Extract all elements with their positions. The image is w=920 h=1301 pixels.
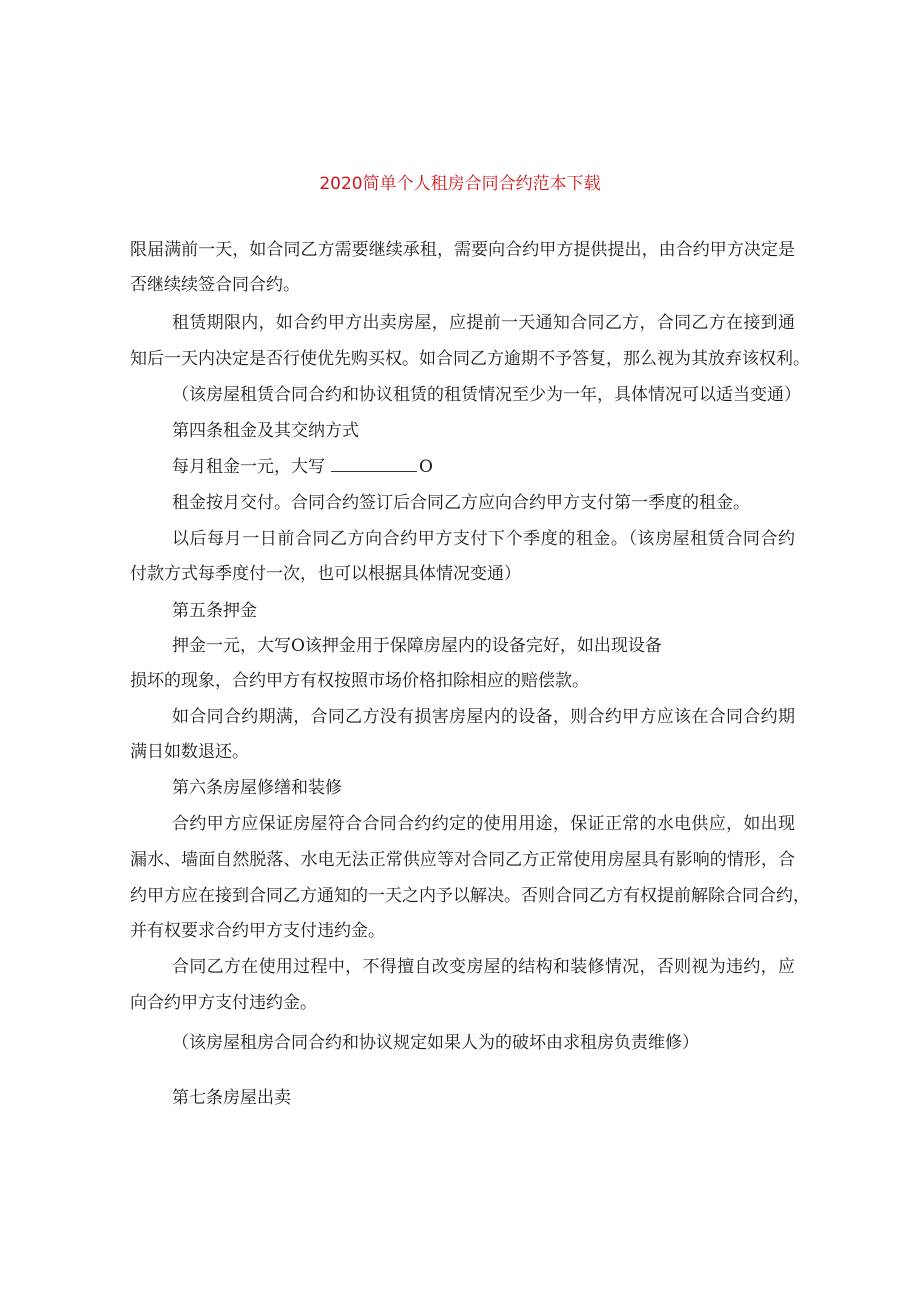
rent-amount-suffix: O — [419, 457, 433, 477]
section-heading-7: 第七条房屋出卖 — [172, 1088, 291, 1108]
section-heading-6: 第六条房屋修缮和装修 — [172, 778, 342, 798]
section-heading-5: 第五条押金 — [172, 601, 257, 621]
paragraph-line: 租金按月交付。合同合约签订后合同乙方应向合约甲方支付第一季度的租金。 — [172, 493, 750, 513]
rent-amount-line — [172, 455, 433, 479]
paragraph-line: 如合同合约期满，合同乙方没有损害房屋内的设备，则合约甲方应该在合同合约期 — [172, 707, 795, 727]
paragraph-line: 向合约甲方支付违约金。 — [130, 993, 317, 1013]
paragraph-line: 付款方式每季度付一次，也可以根据具体情况变通） — [130, 564, 521, 584]
paragraph-line: 并有权要求合约甲方支付违约金。 — [130, 921, 385, 941]
paragraph-line: 满日如数退还。 — [130, 742, 249, 762]
paragraph-line: 租赁期限内，如合约甲方出卖房屋，应提前一天通知合同乙方，合同乙方在接到通 — [172, 313, 795, 333]
note-line: （该房屋租房合同合约和协议规定如果人为的破坏由求租房负责维修） — [172, 1033, 699, 1053]
note-line: （该房屋租赁合同合约和协议租赁的租赁情况至少为一年，具体情况可以适当变通） — [172, 385, 801, 405]
paragraph-line: 漏水、墙面自然脱落、水电无法正常供应等对合同乙方正常使用房屋具有影响的情形，合 — [130, 850, 795, 870]
paragraph-line: 合约甲方应保证房屋符合合同合约约定的使用用途，保证正常的水电供应，如出现 — [172, 814, 795, 834]
rent-amount-label: 每月租金一元，大写 — [172, 457, 325, 477]
paragraph-line: 合同乙方在使用过程中，不得擅自改变房屋的结构和装修情况，否则视为违约，应 — [172, 957, 795, 977]
paragraph-line: 押金一元，大写O该押金用于保障房屋内的设备完好，如出现设备 — [172, 636, 662, 656]
paragraph-line: 否继续续签合同合约。 — [130, 275, 300, 295]
paragraph-line: 限届满前一天，如合同乙方需要继续承租，需要向合约甲方提供提出，由合约甲方决定是 — [130, 240, 795, 260]
paragraph-line: 约甲方应在接到合同乙方通知的一天之内予以解决。否则合同乙方有权提前解除合同合约， — [130, 886, 810, 906]
paragraph-line: 损坏的现象，合约甲方有权按照市场价格扣除相应的赔偿款。 — [130, 671, 589, 691]
rent-amount-blank — [331, 455, 417, 472]
document-title: 2020简单个人租房合同合约范本下载 — [319, 174, 601, 194]
paragraph-line: 知后一天内决定是否行使优先购买权。如合同乙方逾期不予答复，那么视为其放弃该权利。 — [130, 349, 810, 369]
section-heading-4: 第四条租金及其交纳方式 — [172, 421, 359, 441]
paragraph-line: 以后每月一日前合同乙方向合约甲方支付下个季度的租金。（该房屋租赁合同合约 — [172, 529, 795, 549]
